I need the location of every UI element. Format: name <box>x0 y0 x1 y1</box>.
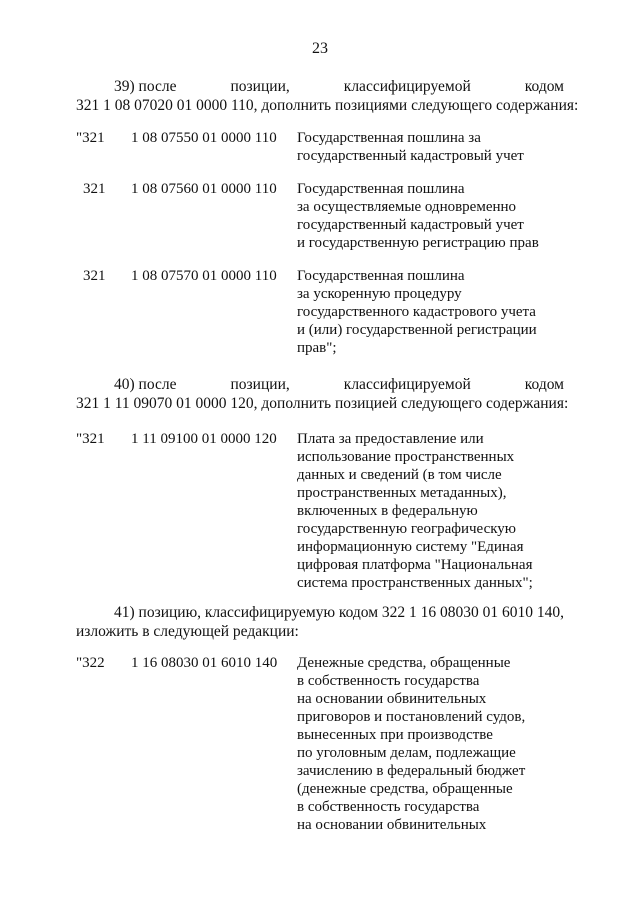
classification-code: 1 08 07560 01 0000 110 <box>131 181 277 197</box>
intro-word: позиции, <box>230 376 290 393</box>
intro-word: классифицируемую <box>204 604 336 621</box>
revenue-name: Государственная пошлина за ускоренную процедуру государственного кадастрового учета и (или) государственной регистрации прав"; <box>297 268 537 356</box>
classification-code: 1 16 08030 01 6010 140 <box>131 655 278 671</box>
intro-line-1 <box>76 375 564 394</box>
intro-word: кодом <box>524 78 564 95</box>
revenue-name: Плата за предоставление или использование пространственных данных и сведений (в том числе пространственных метаданных), включенных в федеральную государственную географическую информационную систему "Единая цифровая платформа "Национальная система пространственных данных"; <box>297 431 533 591</box>
classification-code: 1 08 07570 01 0000 110 <box>131 268 277 284</box>
classification-code: 1 08 07550 01 0000 110 <box>131 130 277 146</box>
revenue-name: Государственная пошлина за осуществляемые одновременно государственный кадастровый учет и государственную регистрацию прав <box>297 181 539 251</box>
item-40-intro <box>76 375 569 413</box>
admin-code: "322 <box>76 655 105 671</box>
admin-code: 321 <box>83 268 106 284</box>
intro-word: 39) после <box>114 78 177 95</box>
intro-line-1 <box>76 77 564 96</box>
admin-code: "321 <box>76 431 105 447</box>
intro-line-2: изложить в следующей редакции: <box>76 623 299 640</box>
revenue-name: Денежные средства, обращенные в собственность государства на основании обвинительных приговоров и постановлений судов, вынесенных при производстве по уголовным делам, подлежащие зачислению в федеральный бюджет (денежные средства, обращенные в собственность государства на основании обвинительных <box>297 655 526 833</box>
intro-word: позиции, <box>230 78 290 95</box>
intro-word: 41) позицию, <box>114 604 202 621</box>
intro-line-2: 321 1 08 07020 01 0000 110, дополнить позициями следующего содержания: <box>76 97 579 114</box>
page-number: 23 <box>312 40 328 57</box>
intro-line-1 <box>76 603 564 622</box>
intro-line-2: 321 1 11 09070 01 0000 120, дополнить позицией следующего содержания: <box>76 395 569 412</box>
classification-code: 1 11 09100 01 0000 120 <box>131 431 277 447</box>
intro-word: классифицируемой <box>343 78 471 95</box>
admin-code: "321 <box>76 130 105 146</box>
intro-word: кодом <box>524 376 564 393</box>
item-39-intro <box>76 77 579 115</box>
intro-word: классифицируемой <box>343 376 471 393</box>
intro-word: 40) после <box>114 376 177 393</box>
item-41-intro <box>76 603 564 641</box>
intro-word: 322 1 16 08030 01 6010 140, <box>381 604 564 621</box>
admin-code: 321 <box>83 181 106 197</box>
intro-word: кодом <box>338 604 379 621</box>
revenue-name: Государственная пошлина за государственный кадастровый учет <box>297 130 524 164</box>
